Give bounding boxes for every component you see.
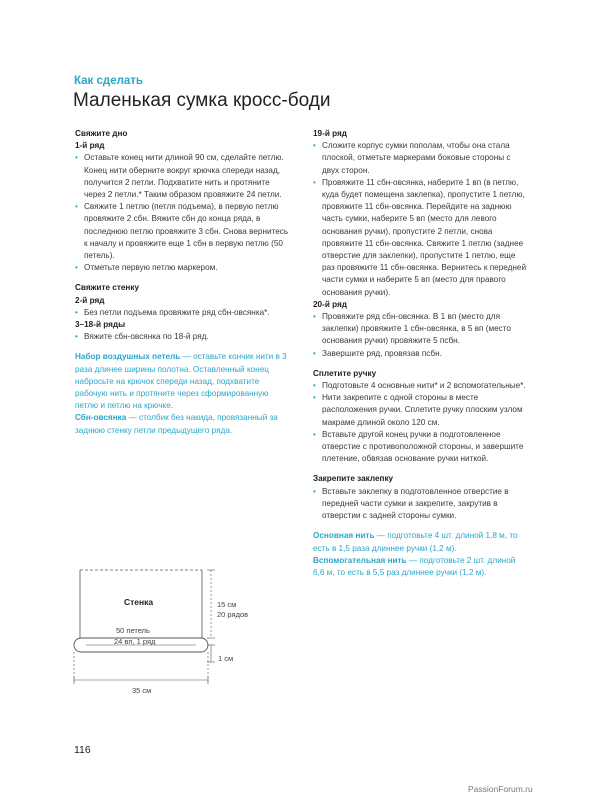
- page-number: 116: [74, 744, 91, 756]
- row-19-heading: 19-й ряд: [313, 129, 348, 138]
- row-1-heading: 1-й ряд: [75, 141, 105, 151]
- list-item: • Вяжите сбн-овсянка по 18-й ряд.: [75, 331, 289, 343]
- wall-label: Стенка: [124, 597, 154, 607]
- rivet-section-title: Закрепите заклепку: [313, 474, 394, 484]
- page-title: Маленькая сумка кросс-боди: [73, 90, 331, 111]
- chain-note: [75, 351, 289, 412]
- note-text: — столбик без накида, провязанный за заднюю стенку петли предыдущего ряда.: [75, 413, 278, 435]
- list-item: • Свяжите 1 петлю (петля подъема), в первую петлю провяжите 2 сбн. Вяжите сбн до конца ряда, в последнюю петлю провяжите 3 сбн. Снова вернитесь к началу и провяжите еще 1 сбн в первую петлю (50 петель).: [75, 201, 289, 262]
- row-19-instructions: [313, 140, 527, 299]
- rows-3-18-heading: 3–18-й ряды: [75, 320, 126, 330]
- list-item: • Нити закрепите с одной стороны в месте расположения ручки. Сплетите ручку плоским узлом макраме длиной около 120 см.: [313, 392, 527, 429]
- handle-section-title: Сплетите ручку: [313, 368, 377, 378]
- rivet-instructions: [313, 486, 527, 523]
- note-term: Сбн-овсянка: [75, 413, 127, 423]
- note-term: Основная нить: [313, 531, 375, 541]
- row-20-heading: 20-й ряд: [313, 299, 348, 309]
- list-item: • Провяжите 11 сбн-овсянка, наберите 1 вп (в петлю, куда будет помещена заклепка), пропустите 1 петлю, провяжите 11 сбн-овсянка. Перейдите на заднюю часть сумки, наберите 5 вп (место для левого основания ручки), пропустите 2 петли, снова провяжите 11 сбн-овсянка. Свяжите 1 петлю (заднее отверстие для заклепки), пропустите 1 петлю, еще раз провяжите 11 сбн-овсянка. Вернитесь к передней части сумки и наберите 5 вп (место для правого основания ручки).: [313, 177, 527, 299]
- chain-label: 24 вп, 1 ряд: [114, 637, 156, 646]
- list-item: • Подготовьте 4 основные нити* и 2 вспомогательные*.: [313, 380, 527, 392]
- base-label: 1 см: [218, 654, 234, 663]
- wall-section-title: Свяжите стенку: [75, 283, 140, 293]
- width-label: 35 см: [132, 686, 152, 695]
- height-label: 15 см: [217, 600, 237, 609]
- list-item: • Вставьте другой конец ручки в подготовленное отверстие с противоположной стороны, и завершите плетение, обвязав основание ручки ниткой.: [313, 429, 527, 466]
- aux-thread-note: [313, 555, 527, 579]
- rows-3-18-instructions: [75, 331, 289, 343]
- left-column: [75, 128, 289, 437]
- note-term: Набор воздушных петель: [75, 352, 181, 362]
- note-text: — подготовьте 4 шт. длиной 1,8 м, то есть в 1,5 раза длиннее ручки (1,2 м).: [313, 531, 518, 553]
- list-item: • Отметьте первую петлю маркером.: [75, 262, 289, 274]
- right-column: [313, 128, 527, 579]
- list-item: • Вставьте заклепку в подготовленное отверстие в передней части сумки и закрепите, закрутив в отверстии с задней стороны сумки.: [313, 486, 527, 523]
- row-20-instructions: [313, 311, 527, 360]
- section-kicker: Как сделать: [74, 75, 143, 87]
- row-2-heading: 2-й ряд: [75, 295, 105, 305]
- list-item: • Сложите корпус сумки пополам, чтобы она стала плоской, отметьте маркерами боковые стороны с двух сторон.: [313, 140, 527, 177]
- list-item: • Оставьте конец нити длиной 90 см, сделайте петлю. Конец нити оберните вокруг крючка спереди назад, получится 2 петли. Подхватите нить и протяните через 2 петли.* Таким образом провяжите 24 петли.: [75, 152, 289, 201]
- bag-schematic-diagram: [56, 560, 286, 700]
- rows-label: 20 рядов: [217, 610, 249, 619]
- list-item: • Провяжите ряд сбн-овсянка. В 1 вп (место для заклепки) провяжите 1 сбн-овсянка, в 5 вп (место основания ручки) провяжите 5 псбн.: [313, 311, 527, 348]
- note-text: — оставьте кончик нити в 3 раза длинее ширины полотна. Оставленный конец набросьте на крючок спереди назад, подхватите рабочую нить и протяните через сформированную петлю и петлю на крючке.: [75, 352, 287, 411]
- handle-instructions: [313, 380, 527, 465]
- loops-label: 50 петель: [116, 626, 150, 635]
- bottom-section-title: Свяжите дно: [75, 129, 128, 138]
- oat-stitch-note: [75, 412, 289, 436]
- wall-instructions: [75, 307, 289, 319]
- note-text: — подготовьте 2 шт. длиной 6,6 м, то есть в 5,5 раз длиннее ручки (1,2 м).: [313, 555, 516, 577]
- main-thread-note: [313, 530, 527, 554]
- list-item: • Завершите ряд, провязав псбн.: [313, 348, 527, 360]
- watermark: PassionForum.ru: [468, 784, 533, 794]
- list-item: • Без петли подъема провяжите ряд сбн-овсянка*.: [75, 307, 289, 319]
- note-term: Вспомогательная нить: [313, 555, 407, 565]
- bottom-instructions: [75, 152, 289, 274]
